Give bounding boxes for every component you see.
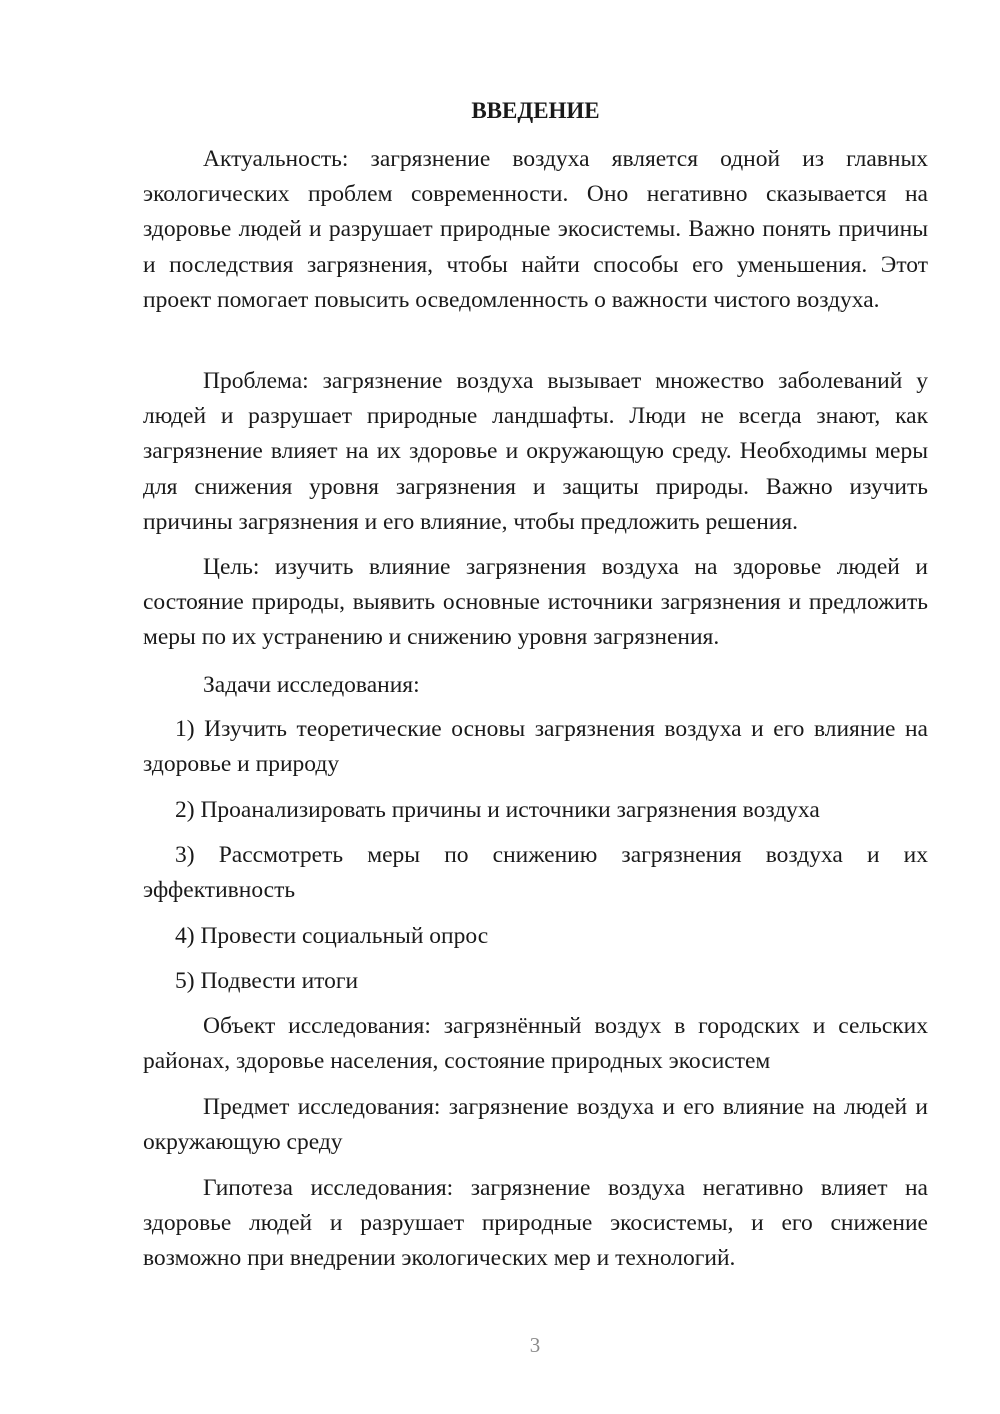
task-item-5: 5) Подвести итоги: [175, 968, 359, 994]
paragraph-problem: Проблема: загрязнение воздуха вызывает множество заболеваний у людей и разрушает природные ландшафты. Люди не всегда знают, как загрязнение влияет на их здоровье и окружающую среду. Необходимы меры для снижения уровня загрязнения и защиты природы. Важно изучить причины загрязнения и его влияние, чтобы предложить решения.: [143, 368, 928, 535]
task-item-4: 4) Провести социальный опрос: [175, 923, 489, 949]
paragraph-object: Объект исследования: загрязнённый воздух в городских и сельских районах, здоровье населения, состояние природных экосистем: [143, 1013, 928, 1075]
task-item-2: 2) Проанализировать причины и источники загрязнения воздуха: [175, 797, 820, 823]
page-number: 3: [529, 1333, 541, 1357]
task-item-1: 1) Изучить теоретические основы загрязнения воздуха и его влияние на здоровье и природу: [143, 716, 928, 778]
page-title: ВВЕДЕНИЕ: [471, 98, 600, 123]
paragraph-relevance: Актуальность: загрязнение воздуха является одной из главных экологических проблем современности. Оно негативно сказывается на здоровье людей и разрушает природные экосистемы. Важно понять причины и последствия загрязнения, чтобы найти способы его уменьшения. Этот проект помогает повысить осведомленность о важности чистого воздуха.: [143, 146, 928, 313]
paragraph-tasks-heading: Задачи исследования:: [203, 672, 420, 698]
task-item-3: 3) Рассмотреть меры по снижению загрязнения воздуха и их эффективность: [143, 842, 928, 904]
paragraph-subject: Предмет исследования: загрязнение воздуха и его влияние на людей и окружающую среду: [143, 1094, 928, 1156]
paragraph-hypothesis: Гипотеза исследования: загрязнение воздуха негативно влияет на здоровье людей и разрушает природные экосистемы, и его снижение возможно при внедрении экологических мер и технологий.: [143, 1175, 928, 1272]
paragraph-goal: Цель: изучить влияние загрязнения воздуха на здоровье людей и состояние природы, выявить основные источники загрязнения и предложить меры по их устранению и снижению уровня загрязнения.: [143, 554, 928, 651]
